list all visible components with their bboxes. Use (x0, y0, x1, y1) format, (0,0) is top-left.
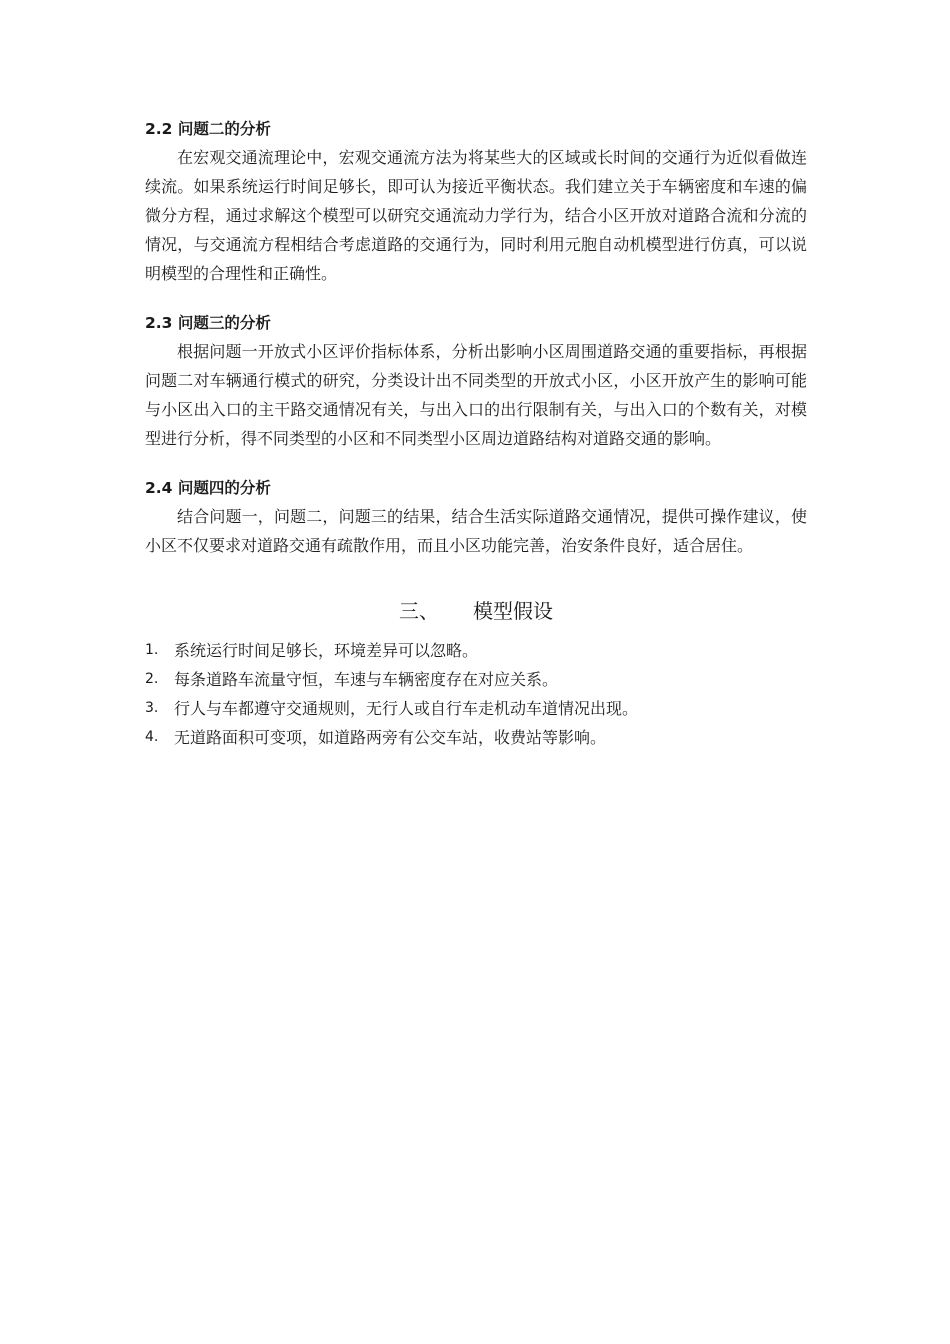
list-item-text: 每条道路车流量守恒，车速与车辆密度存在对应关系。 (174, 670, 559, 689)
list-item-text: 系统运行时间足够长，环境差异可以忽略。 (174, 641, 479, 660)
chapter-title (145, 596, 807, 626)
section-paragraph: 结合问题一，问题二，问题三的结果，结合生活实际道路交通情况，提供可操作建议，使小区不仅要求对道路交通有疏散作用，而且小区功能完善，治安条件良好，适合居住。 (145, 507, 807, 555)
section-heading: 2.4 问题四的分析 (145, 479, 271, 497)
section-heading: 2.2 问题二的分析 (145, 120, 271, 138)
chapter-title-text: 模型假设 (473, 599, 553, 623)
assumption-list (145, 636, 807, 752)
list-item (145, 636, 807, 665)
list-item-index: 2. (145, 671, 159, 687)
document-content (145, 118, 807, 752)
list-item-text: 无道路面积可变项，如道路两旁有公交车站，收费站等影响。 (174, 728, 607, 747)
section-2-3 (145, 312, 807, 453)
section-paragraph: 在宏观交通流理论中，宏观交通流方法为将某些大的区域或长时间的交通行为近似看做连续流。如果系统运行时间足够长，即可认为接近平衡状态。我们建立关于车辆密度和车速的偏微分方程，通过求解这个模型可以研究交通流动力学行为，结合小区开放对道路合流和分流的情况，与交通流方程相结合考虑道路的交通行为，同时利用元胞自动机模型进行仿真，可以说明模型的合理性和正确性。 (145, 148, 807, 283)
list-item-index: 1. (145, 642, 159, 658)
list-item (145, 723, 807, 752)
section-paragraph: 根据问题一开放式小区评价指标体系，分析出影响小区周围道路交通的重要指标，再根据问题二对车辆通行模式的研究，分类设计出不同类型的开放式小区，小区开放产生的影响可能与小区出入口的主干路交通情况有关，与出入口的出行限制有关，与出入口的个数有关，对模型进行分析，得不同类型的小区和不同类型小区周边道路结构对道路交通的影响。 (145, 342, 807, 448)
section-heading: 2.3 问题三的分析 (145, 314, 271, 332)
list-item (145, 694, 807, 723)
section-2-4 (145, 477, 807, 560)
list-item-text: 行人与车都遵守交通规则，无行人或自行车走机动车道情况出现。 (174, 699, 639, 718)
list-item (145, 665, 807, 694)
list-item-index: 3. (145, 700, 159, 716)
section-2-2 (145, 118, 807, 288)
chapter-number: 三、 (399, 599, 439, 623)
list-item-index: 4. (145, 729, 159, 745)
